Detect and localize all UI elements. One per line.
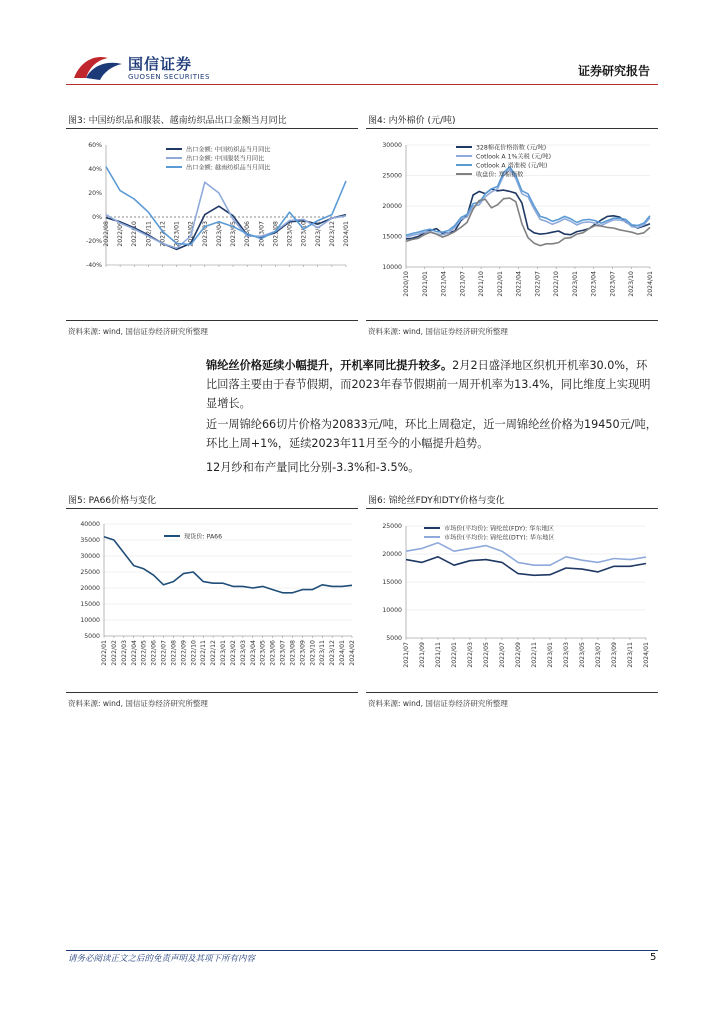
- x-tick-label: 2022/07: [160, 640, 168, 666]
- x-tick-label: 2021/09: [419, 642, 426, 668]
- paragraph-1-lead: 锦纶丝价格延续小幅提升，开机率同比提升较多。: [206, 359, 453, 372]
- fig3-legend-label-0: 出口金额: 中国纺织品当月同比: [186, 146, 271, 154]
- x-tick-label: 2023/04: [590, 271, 598, 297]
- x-tick-label: 2024/02: [349, 640, 356, 666]
- fig6-title-rule: [366, 508, 658, 509]
- fig3-title-rule: [66, 128, 358, 129]
- x-tick-label: 2022/10: [190, 640, 198, 666]
- y-tick-label: 20000: [382, 203, 402, 211]
- fig4-legend-label-3: 收盘价: 郑棉指数: [476, 171, 524, 179]
- fig5-title-rule: [66, 508, 358, 509]
- fig3-series-line-1: [106, 182, 346, 248]
- x-tick-label: 2022/05: [483, 642, 490, 668]
- y-tick-label: 10000: [382, 607, 402, 615]
- header: [0, 0, 724, 88]
- brand-name-cn: 国信证券: [128, 55, 193, 73]
- x-tick-label: 2022/03: [120, 640, 128, 666]
- x-tick-label: 2023/09: [611, 642, 618, 668]
- fig5-bottom-rule: [66, 692, 358, 693]
- fig4-legend-label-0: 328棉花价格指数 (元/吨): [476, 144, 547, 152]
- x-tick-label: 2022/09: [515, 642, 522, 668]
- fig6-legend-label-0: 市场价(平均价): 锦纶丝(FDY): 华东地区: [444, 525, 554, 533]
- y-tick-label: -20%: [86, 238, 102, 246]
- fig5-legend-label-0: 现货价: PA66: [184, 533, 223, 541]
- fig3-chart: [66, 131, 360, 316]
- x-tick-label: 2023/07: [595, 642, 602, 668]
- fig3-title: 图3: 中国纺织品和服装、越南纺织品出口金额当月同比: [68, 116, 287, 126]
- fig3-bottom-rule: [66, 320, 358, 321]
- fig4-legend-label-1: Cotlook A 1%关税 (元/吨): [476, 153, 552, 161]
- y-tick-label: 25000: [382, 172, 402, 180]
- x-tick-label: 2023/02: [187, 221, 195, 247]
- fig6-legend-label-1: 市场价(平均价): 锦纶丝(DTY): 华东地区: [444, 534, 555, 542]
- x-tick-label: 2024/01: [643, 642, 650, 668]
- y-tick-label: 20%: [88, 190, 102, 198]
- x-tick-label: 2023/01: [220, 640, 228, 666]
- x-tick-label: 2023/04: [215, 221, 223, 247]
- y-tick-label: 15000: [382, 233, 402, 241]
- fig4-source: 资料来源: wind, 国信证券经济研究所整理: [368, 327, 508, 336]
- paragraph-1-text: 2月2日盛泽地区织机开机率30.0%，环比回落主要由于春节假期，而2023年春节假期前一周开机率为13.4%，同比维度上实现明显增长。: [206, 359, 651, 410]
- x-tick-label: 2022/12: [210, 640, 218, 666]
- y-tick-label: -40%: [86, 262, 102, 270]
- y-tick-label: 25000: [382, 523, 402, 531]
- x-tick-label: 2023/10: [628, 271, 636, 297]
- fig6-source: 资料来源: wind, 国信证券经济研究所整理: [368, 699, 508, 708]
- x-tick-label: 2023/11: [627, 642, 634, 668]
- fig6-bottom-rule: [366, 692, 658, 693]
- y-tick-label: 40000: [80, 521, 100, 529]
- x-tick-label: 2023/09: [286, 221, 294, 247]
- fig5-series-line-0: [104, 537, 352, 593]
- x-tick-label: 2024/01: [647, 271, 654, 297]
- fig5-chart: [66, 512, 360, 688]
- x-tick-label: 2022/05: [140, 640, 148, 666]
- fig6-chart: [366, 512, 660, 688]
- x-tick-label: 2022/11: [145, 221, 153, 247]
- y-tick-label: 30000: [382, 142, 402, 150]
- x-tick-label: 2023/08: [272, 221, 280, 247]
- fig3-legend: [166, 145, 271, 171]
- x-tick-label: 2023/12: [328, 221, 336, 247]
- paragraph-3: 12月纱和布产量同比分别-3.3%和-3.5%。: [206, 461, 420, 474]
- x-tick-label: 2022/01: [496, 271, 504, 297]
- x-tick-label: 2022/10: [131, 221, 139, 247]
- x-tick-label: 2021/07: [403, 642, 410, 668]
- x-tick-label: 2022/07: [534, 271, 542, 297]
- x-tick-label: 2022/11: [531, 642, 538, 668]
- fig4-lines: [406, 167, 650, 246]
- fig5-axes: [80, 521, 356, 666]
- x-tick-label: 2023/08: [289, 640, 297, 666]
- fig6-title: 图6: 锦纶丝FDY和DTY价格与变化: [368, 496, 505, 506]
- x-tick-label: 2022/04: [130, 640, 138, 666]
- fig6-legend: [424, 524, 555, 541]
- y-tick-label: 20000: [80, 585, 100, 593]
- fig3-lines: [106, 167, 346, 250]
- fig5-source: 资料来源: wind, 国信证券经济研究所整理: [68, 699, 208, 708]
- x-tick-label: 2023/03: [201, 221, 209, 247]
- x-tick-label: 2024/01: [343, 221, 350, 247]
- fig6-axes: [382, 523, 650, 668]
- brand-name-en: GUOSEN SECURITIES: [128, 73, 210, 81]
- fig4-legend: [456, 143, 551, 178]
- x-tick-label: 2022/10: [553, 271, 561, 297]
- x-tick-label: 2023/05: [230, 221, 238, 247]
- x-tick-label: 2023/02: [229, 640, 237, 666]
- x-tick-label: 2020/10: [403, 271, 410, 297]
- fig6-lines: [406, 543, 646, 576]
- fig4-bottom-rule: [366, 320, 658, 321]
- x-tick-label: 2022/09: [180, 640, 188, 666]
- x-tick-label: 2023/06: [244, 221, 252, 247]
- fig4-title: 图4: 内外棉价 (元/吨): [368, 116, 456, 126]
- x-tick-label: 2023/07: [258, 221, 266, 247]
- x-tick-label: 2021/07: [459, 271, 467, 297]
- x-tick-label: 2021/10: [478, 271, 486, 297]
- x-tick-label: 2021/11: [435, 642, 442, 668]
- footer-disclaimer: 请务必阅读正文之后的免责声明及其项下所有内容: [68, 954, 256, 964]
- x-tick-label: 2022/02: [110, 640, 118, 666]
- y-tick-label: 40%: [88, 166, 102, 174]
- x-tick-label: 2022/03: [467, 642, 474, 668]
- fig4-title-rule: [366, 128, 658, 129]
- x-tick-label: 2022/01: [101, 640, 108, 666]
- x-tick-label: 2022/08: [170, 640, 178, 666]
- x-tick-label: 2023/11: [314, 221, 322, 247]
- x-tick-label: 2023/10: [300, 221, 308, 247]
- fig5-legend: [164, 532, 222, 540]
- y-tick-label: 10000: [382, 264, 402, 272]
- header-rule: [66, 84, 658, 85]
- footer-rule: [66, 950, 658, 951]
- x-tick-label: 2023/05: [579, 642, 586, 668]
- fig3-legend-label-1: 出口金额: 中国服装当月同比: [186, 155, 265, 163]
- x-tick-label: 2022/01: [451, 642, 458, 668]
- x-tick-label: 2023/05: [259, 640, 267, 666]
- fig4-chart: [366, 131, 660, 316]
- x-tick-label: 2023/09: [299, 640, 307, 666]
- x-tick-label: 2023/11: [319, 640, 327, 666]
- x-tick-label: 2021/04: [440, 271, 448, 297]
- y-tick-label: 15000: [382, 579, 402, 587]
- x-tick-label: 2023/07: [279, 640, 287, 666]
- y-tick-label: 25000: [80, 569, 100, 577]
- y-tick-label: 0%: [92, 214, 102, 222]
- x-tick-label: 2023/06: [269, 640, 277, 666]
- x-tick-label: 2023/12: [329, 640, 337, 666]
- y-tick-label: 15000: [80, 601, 100, 609]
- x-tick-label: 2023/01: [547, 642, 554, 668]
- fig4-series-line-2: [406, 167, 650, 235]
- y-tick-label: 30000: [80, 553, 100, 561]
- x-tick-label: 2023/07: [609, 271, 617, 297]
- x-tick-label: 2023/03: [239, 640, 247, 666]
- x-tick-label: 2023/01: [173, 221, 181, 247]
- x-tick-label: 2022/04: [515, 271, 523, 297]
- paragraph-1: [206, 356, 658, 413]
- x-tick-label: 2022/08: [103, 221, 110, 247]
- x-tick-label: 2022/06: [150, 640, 158, 666]
- y-tick-label: 5000: [386, 635, 402, 643]
- x-tick-label: 2022/09: [117, 221, 125, 247]
- x-tick-label: 2021/01: [421, 271, 429, 297]
- x-tick-label: 2022/07: [499, 642, 506, 668]
- y-tick-label: 20000: [382, 551, 402, 559]
- x-tick-label: 2023/01: [571, 271, 579, 297]
- fig4-legend-label-2: Cotlook A 滑准税 (元/吨): [476, 162, 548, 170]
- fig5-lines: [104, 537, 352, 593]
- x-tick-label: 2022/12: [159, 221, 167, 247]
- x-tick-label: 2024/01: [339, 640, 347, 666]
- fig5-title: 图5: PA66价格与变化: [68, 496, 157, 506]
- page-number: 5: [650, 952, 657, 963]
- paragraph-2: 近一周锦纶66切片价格为20833元/吨，环比上周稳定，近一周锦纶丝价格为19450元/吨，环比上周+1%，延续2023年11月至今的小幅提升趋势。: [206, 418, 657, 450]
- fig4-series-line-3: [406, 198, 650, 246]
- y-tick-label: 5000: [84, 633, 100, 641]
- report-type: 证券研究报告: [578, 64, 651, 78]
- x-tick-label: 2023/03: [563, 642, 570, 668]
- x-tick-label: 2023/10: [309, 640, 317, 666]
- fig3-source: 资料来源: wind, 国信证券经济研究所整理: [68, 327, 208, 336]
- x-tick-label: 2022/11: [200, 640, 208, 666]
- y-tick-label: 35000: [80, 537, 100, 545]
- guosen-logo-icon: [72, 52, 124, 82]
- y-tick-label: 60%: [88, 142, 102, 150]
- fig3-series-line-0: [106, 206, 346, 249]
- fig3-legend-label-2: 出口金额: 越南纺织品当月同比: [186, 164, 271, 172]
- x-tick-label: 2023/04: [249, 640, 257, 666]
- y-tick-label: 10000: [80, 617, 100, 625]
